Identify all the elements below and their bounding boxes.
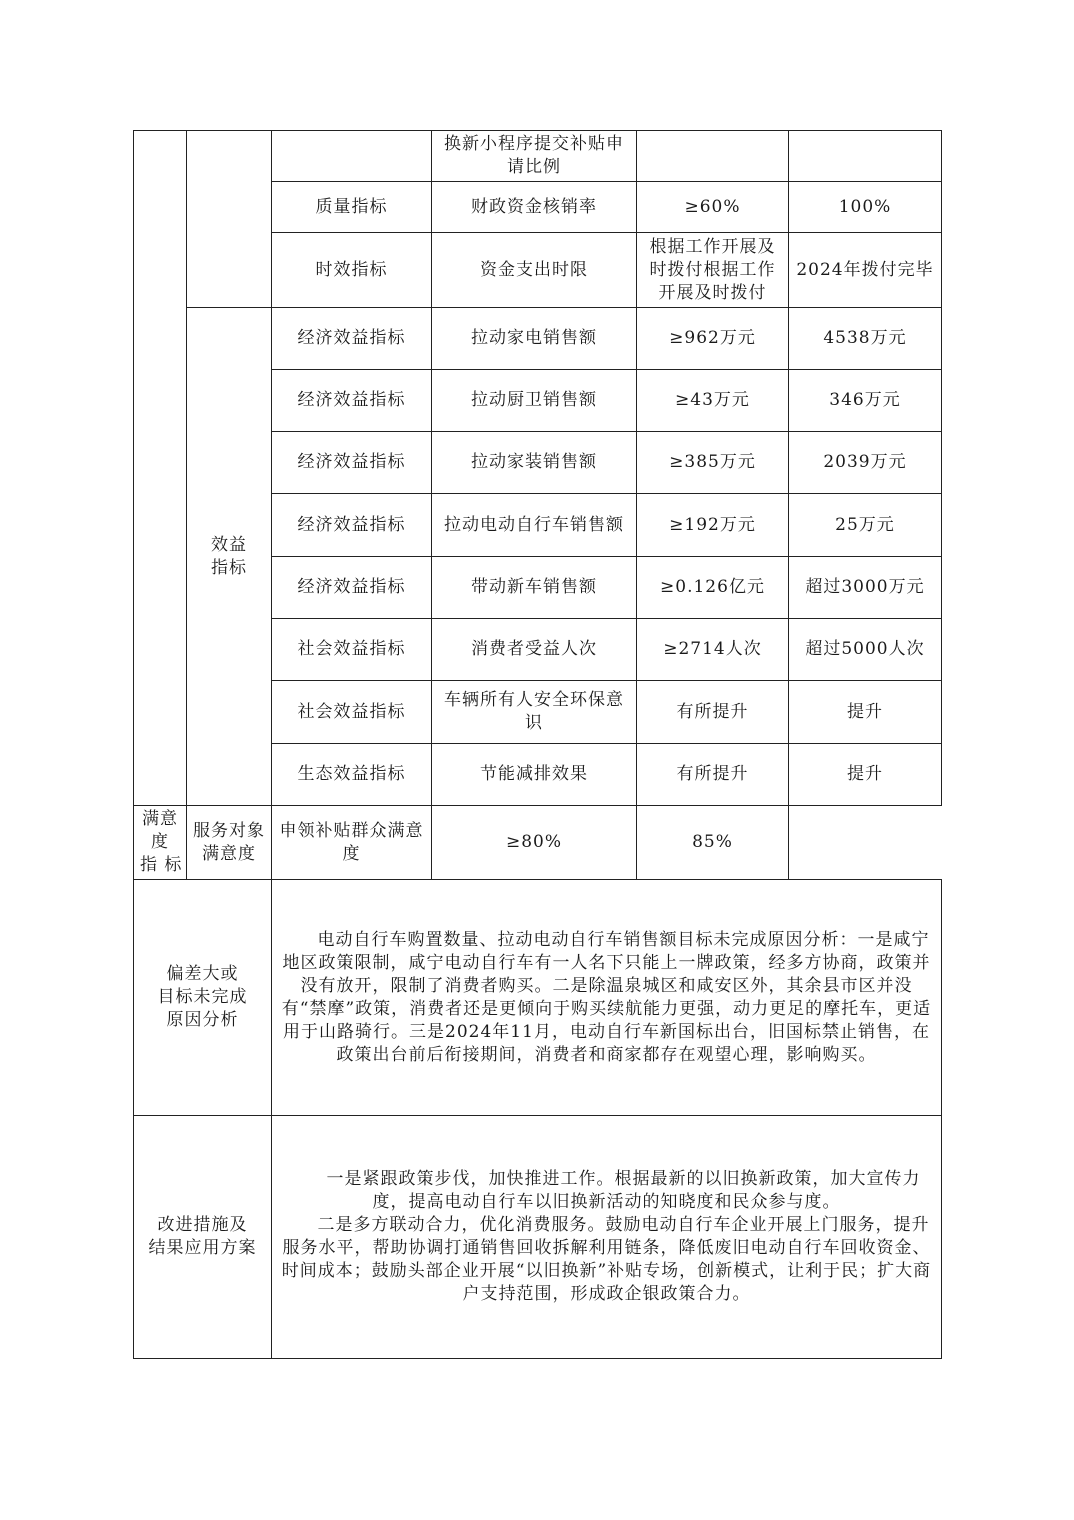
target-value-cell: ≥2714人次 [637, 619, 789, 681]
indicator-name-cell: 节能减排效果 [432, 744, 637, 806]
paragraph: 一是紧跟政策步伐，加快推进工作。根据最新的以旧换新政策，加大宣传力度，提高电动自行车以旧换新活动的知晓度和民众参与度。 [326, 1169, 921, 1212]
actual-value-cell: 346万元 [789, 370, 942, 432]
indicator-name-cell: 申领补贴群众满意度 [272, 806, 432, 880]
sub-indicator-cell: 质量指标 [272, 182, 432, 233]
actual-value-cell: 100% [789, 182, 942, 233]
actual-value-cell: 超过3000万元 [789, 557, 942, 619]
target-value-cell: 有所提升 [637, 681, 789, 744]
label-line: 满意度 [142, 809, 178, 852]
paragraph: 电动自行车购置数量、拉动电动自行车销售额目标未完成原因分析：一是咸宁地区政策限制，咸宁电动自行车有一人名下只能上一牌政策，经多方协商，政策并没有放开，限制了消费者购买。二是除温泉城区和咸安区外，其余县市区并没有“禁摩”政策，消费者还是更倾向于购买续航能力更强，动力更足的摩托车，更适用于山路骑行。三是2024年11月，电动自行车新国标出台，旧国标禁止销售，在政策出台前后衔接期间，消费者和商家都存在观望心理，影响购买。 [281, 929, 932, 1065]
label-line: 改进措施及 [157, 1215, 248, 1235]
target-value-cell [637, 131, 789, 182]
label-line: 指 标 [140, 855, 183, 875]
deviation-label [134, 880, 272, 1116]
target-value-cell: ≥192万元 [637, 494, 789, 557]
target-value-cell: 根据工作开展及时拨付根据工作开展及时拨付 [637, 233, 789, 308]
sub-indicator-cell: 生态效益指标 [272, 744, 432, 806]
table-row [134, 131, 942, 182]
deviation-row [134, 880, 942, 1116]
satisfaction-indicator-label [134, 806, 187, 880]
sub-indicator-cell [272, 131, 432, 182]
actual-value-cell: 4538万元 [789, 308, 942, 370]
category-stub-cell [134, 131, 187, 806]
sub-indicator-cell: 社会效益指标 [272, 619, 432, 681]
sub-indicator-cell: 经济效益指标 [272, 432, 432, 494]
indicator-name-cell: 拉动厨卫销售额 [432, 370, 637, 432]
target-value-cell: ≥80% [432, 806, 637, 880]
sub-indicator-cell: 社会效益指标 [272, 681, 432, 744]
label-line: 目标未完成 [157, 987, 248, 1007]
improvement-row [134, 1116, 942, 1359]
label-line: 指标 [211, 557, 247, 578]
indicator-name-cell: 消费者受益人次 [432, 619, 637, 681]
benefit-indicator-label [187, 308, 272, 806]
target-value-cell: ≥0.126亿元 [637, 557, 789, 619]
actual-value-cell: 提升 [789, 744, 942, 806]
indicator-name-cell: 拉动家装销售额 [432, 432, 637, 494]
actual-value-cell: 2024年拨付完毕 [789, 233, 942, 308]
indicator-name-cell: 换新小程序提交补贴申请比例 [432, 131, 637, 182]
actual-value-cell: 25万元 [789, 494, 942, 557]
improvement-label [134, 1116, 272, 1359]
table-row [134, 806, 942, 880]
actual-value-cell: 2039万元 [789, 432, 942, 494]
label-line: 原因分析 [166, 1010, 239, 1030]
deviation-text [272, 880, 942, 1116]
target-value-cell: 有所提升 [637, 744, 789, 806]
actual-value-cell: 85% [637, 806, 789, 880]
indicator-name-cell: 拉动电动自行车销售额 [432, 494, 637, 557]
target-value-cell: ≥43万元 [637, 370, 789, 432]
sub-indicator-cell: 服务对象满意度 [187, 806, 272, 880]
performance-table [133, 130, 942, 1359]
target-value-cell: ≥962万元 [637, 308, 789, 370]
actual-value-cell: 超过5000人次 [789, 619, 942, 681]
sub-indicator-cell: 经济效益指标 [272, 308, 432, 370]
sub-indicator-cell: 经济效益指标 [272, 370, 432, 432]
label-line: 结果应用方案 [148, 1238, 257, 1258]
actual-value-cell [789, 131, 942, 182]
actual-value-cell: 提升 [789, 681, 942, 744]
indicator-name-cell: 带动新车销售额 [432, 557, 637, 619]
indicator-name-cell: 拉动家电销售额 [432, 308, 637, 370]
sub-indicator-cell: 时效指标 [272, 233, 432, 308]
improvement-text [272, 1116, 942, 1359]
paragraph: 二是多方联动合力，优化消费服务。鼓励电动自行车企业开展上门服务，提升服务水平，帮助协调打通销售回收拆解利用链条，降低废旧电动自行车回收资金、时间成本；鼓励头部企业开展“以旧换新”补贴专场，创新模式，让利于民；扩大商户支持范围，形成政企银政策合力。 [281, 1215, 932, 1304]
label-line: 效益 [211, 534, 247, 555]
indicator-name-cell: 资金支出时限 [432, 233, 637, 308]
output-stub-cell [187, 131, 272, 308]
sub-indicator-cell: 经济效益指标 [272, 557, 432, 619]
label-line: 偏差大或 [166, 964, 239, 984]
target-value-cell: ≥385万元 [637, 432, 789, 494]
target-value-cell: ≥60% [637, 182, 789, 233]
sub-indicator-cell: 经济效益指标 [272, 494, 432, 557]
indicator-name-cell: 车辆所有人安全环保意识 [432, 681, 637, 744]
indicator-name-cell: 财政资金核销率 [432, 182, 637, 233]
table-row [134, 308, 942, 370]
